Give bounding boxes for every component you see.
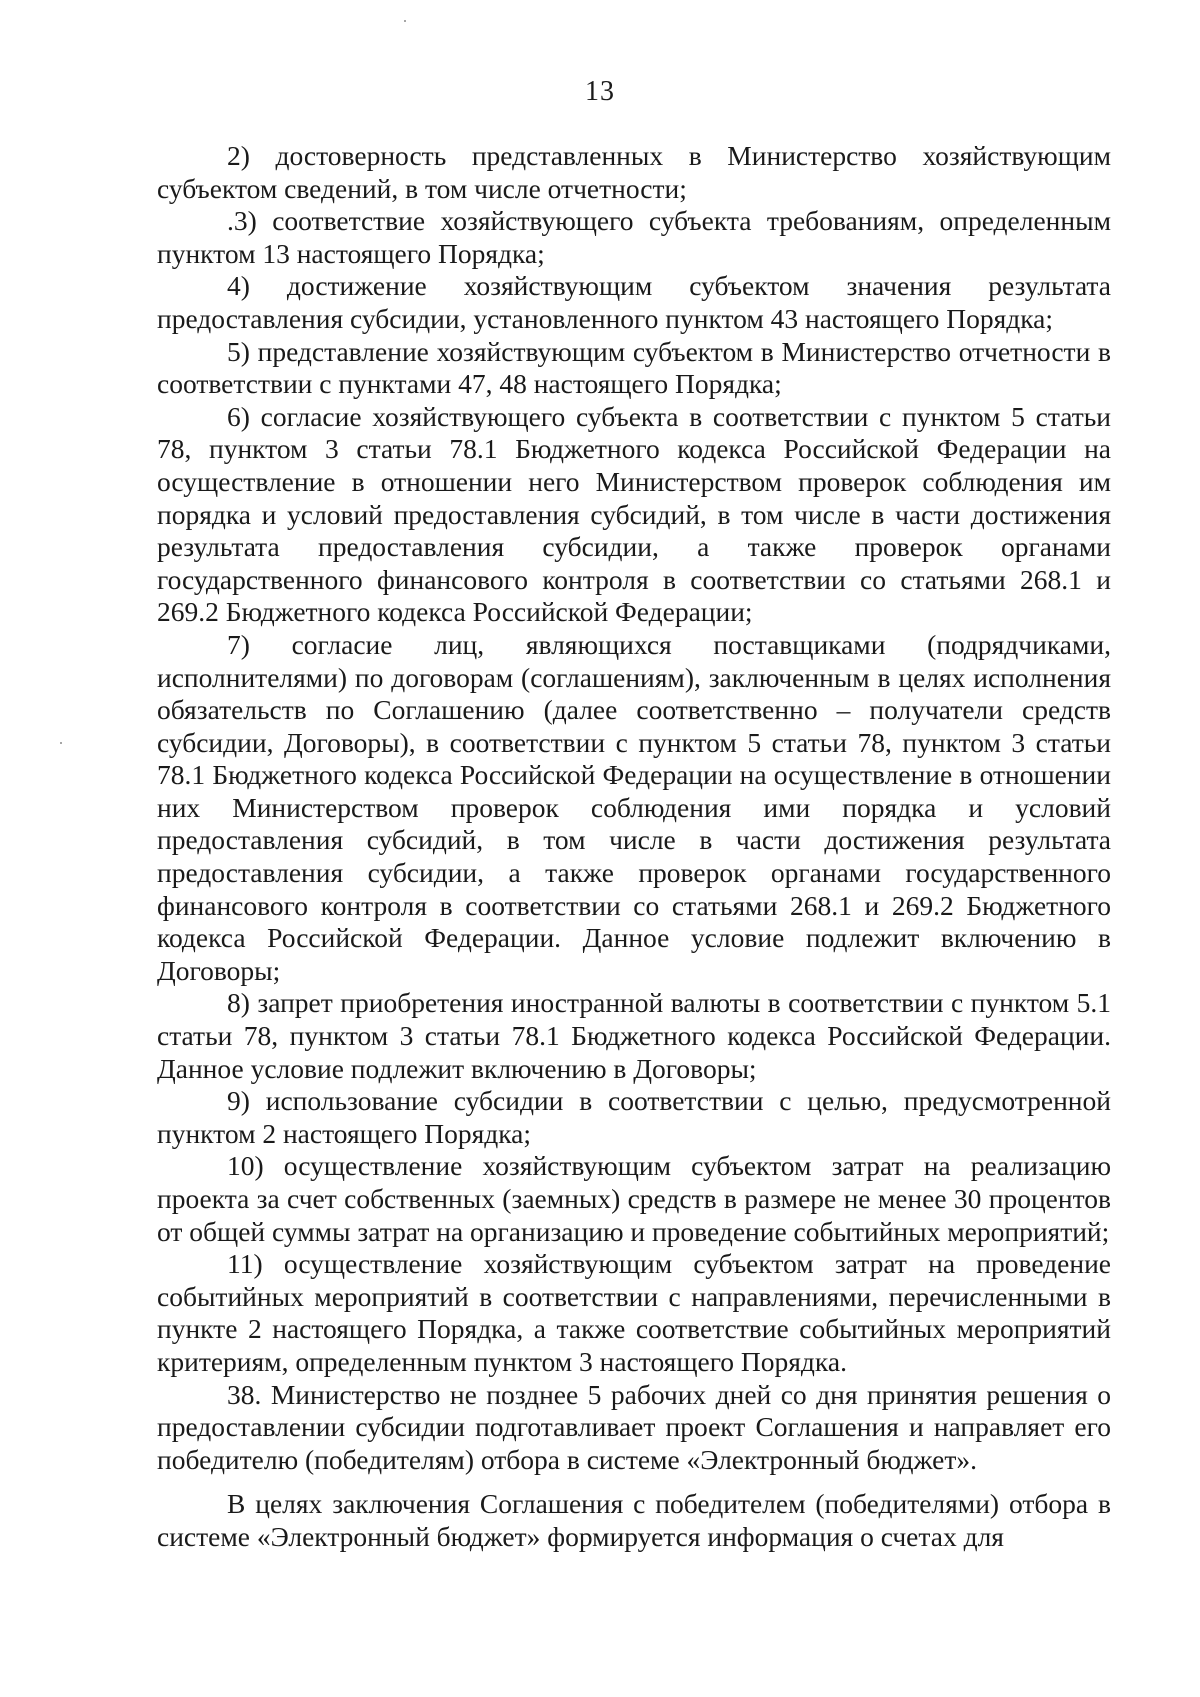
paragraph-item-7: 7) согласие лиц, являющихся поставщиками (подрядчиками, исполнителями) по договорам (соглашениям), заключенным в целях исполнения обязательств по Соглашению (далее соответственно – получатели средств субсидии, Договоры), в соответствии с пунктом 5 статьи 78, пунктом 3 статьи 78.1 Бюджетного кодекса Российской Федерации на осуществление в отношении них Министерством проверок соблюдения ими порядка и условий предоставления субсидий, в том числе в части достижения результата предоставления субсидии, а также проверок органами государственного финансового контроля в соответствии со статьями 268.1 и 269.2 Бюджетного кодекса Российской Федерации. Данное условие подлежит включению в Договоры;	[157, 628, 1111, 986]
paragraph-item-4: 4) достижение хозяйствующим субъектом значения результата предоставления субсидии, установленного пунктом 43 настоящего Порядка;	[157, 270, 1111, 334]
paragraph-clause-38: 38. Министерство не позднее 5 рабочих дней со дня принятия решения о предоставлении субсидии подготавливает проект Соглашения и направляет его победителю (победителям) отбора в системе «Электронный бюджет».	[157, 1378, 1111, 1475]
paragraph-agreement-accounts: В целях заключения Соглашения с победителем (победителями) отбора в системе «Электронный бюджет» формируется информация о счетах для	[157, 1488, 1111, 1552]
paragraph-item-9: 9) использование субсидии в соответствии с целью, предусмотренной пунктом 2 настоящего Порядка;	[157, 1085, 1111, 1149]
scan-speck	[404, 20, 406, 22]
page-number: 13	[585, 76, 615, 107]
paragraph-item-8: 8) запрет приобретения иностранной валюты в соответствии с пунктом 5.1 статьи 78, пунктом 3 статьи 78.1 Бюджетного кодекса Российской Федерации. Данное условие подлежит включению в Договоры;	[157, 987, 1111, 1084]
scan-speck	[60, 742, 62, 744]
paragraph-item-10: 10) осуществление хозяйствующим субъектом затрат на реализацию проекта за счет собственных (заемных) средств в размере не менее 30 процентов от общей суммы затрат на организацию и проведение событийных мероприятий;	[157, 1150, 1111, 1247]
paragraph-item-2: 2) достоверность представленных в Министерство хозяйствующим субъектом сведений, в том числе отчетности;	[157, 140, 1111, 204]
paragraph-item-11: 11) осуществление хозяйствующим субъектом затрат на проведение событийных мероприятий в соответствии с направлениями, перечисленными в пункте 2 настоящего Порядка, а также соответствие событийных мероприятий критериям, определенным пунктом 3 настоящего Порядка.	[157, 1248, 1111, 1377]
paragraph-item-3: .3) соответствие хозяйствующего субъекта требованиям, определенным пунктом 13 настоящего Порядка;	[157, 205, 1111, 269]
document-body	[157, 140, 1111, 1554]
paragraph-item-5: 5) представление хозяйствующим субъектом в Министерство отчетности в соответствии с пунктами 47, 48 настоящего Порядка;	[157, 335, 1111, 400]
paragraph-item-6: 6) согласие хозяйствующего субъекта в соответствии с пунктом 5 статьи 78, пунктом 3 статьи 78.1 Бюджетного кодекса Российской Федерации на осуществление в отношении него Министерством проверок соблюдения им порядка и условий предоставления субсидий, в том числе в части достижения результата предоставления субсидии, а также проверок органами государственного финансового контроля в соответствии со статьями 268.1 и 269.2 Бюджетного кодекса Российской Федерации;	[157, 400, 1111, 628]
